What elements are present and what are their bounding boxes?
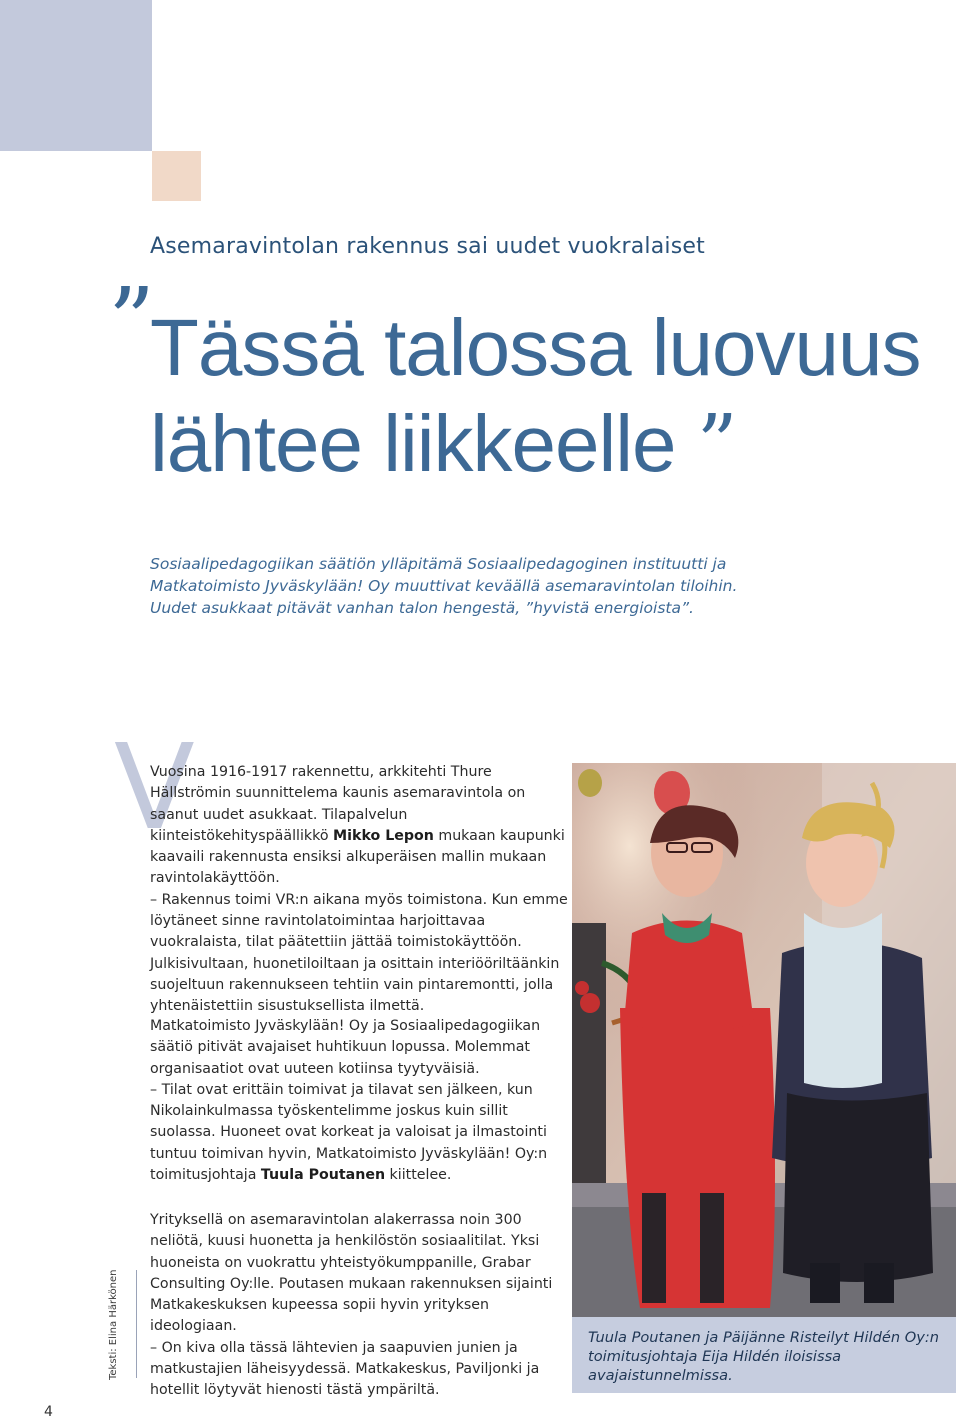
- article-headline: [150, 300, 955, 492]
- body-section-1: [150, 762, 570, 1018]
- drop-cap: V: [114, 718, 195, 856]
- body-section-2: [150, 1016, 570, 1186]
- lede-line-2: Matkatoimisto Jyväskylään! Oy muuttivat keväällä asemaravintolan tiloihin.: [150, 577, 738, 595]
- headline-line-1: Tässä talossa luovuus: [150, 303, 921, 392]
- credit-divider: [136, 1270, 137, 1378]
- paragraph-1-text-a: Vuosina 1916-1917 rakennettu, arkkitehti Thure Hällströmin suunnittelema kaunis asemaravintola on saanut uudet asukkaat. Tilapalvelun kiinteistökehityspäällikkö: [150, 764, 526, 844]
- article-kicker: Asemaravintolan rakennus sai uudet vuokralaiset: [150, 234, 705, 259]
- paragraph-4-text-b: kiittelee.: [385, 1167, 452, 1184]
- photo-two-women: [572, 763, 956, 1317]
- caption-line-2: toimitusjohtaja Eija Hildén iloisissa avajaistunnelmissa.: [588, 1348, 842, 1384]
- person-name-tuula-poutanen: Tuula Poutanen: [260, 1167, 386, 1184]
- headline-line-2-text: lähtee liikkeelle: [150, 399, 676, 488]
- headline-close-quote: ”: [696, 397, 737, 490]
- lede-line-1: Sosiaalipedagogiikan säätiön ylläpitämä Sosiaalipedagoginen instituutti ja: [150, 555, 727, 573]
- paragraph-6: – On kiva olla tässä lähtevien ja saapuvien junien ja matkustajien läheisyydessä. Matkakeskus, Paviljonki ja hotellit löytyvät hienosti tästä ympäriltä.: [150, 1339, 540, 1399]
- paragraph-1-text-b: mukaan kaupunki kaavaili rakennusta ensiksi alkuperäisen mallin mukaan ravintolakäyttöön.: [150, 827, 565, 887]
- paragraph-2: – Rakennus toimi VR:n aikana myös toimistona. Kun emme löytäneet sinne ravintolatoimintaa harjoittavaa vuokralaista, tilat päätettiin jättää toimistokäyttöön. Julkisivultaan, huonetiloiltaan ja osittain interiööriltäänkin suojeltuun rakennukseen tehtiin vain pintaremontti, jolla yhtenäistettiin sisustuksellista ilmettä.: [150, 891, 568, 1015]
- caption-line-1: Tuula Poutanen ja Päijänne Risteilyt Hildén Oy:n: [588, 1329, 939, 1346]
- person-name-mikko-leppo: Mikko Lepon: [333, 827, 434, 844]
- lede-line-3: Uudet asukkaat pitävät vanhan talon hengestä, ”hyvistä energioista”.: [150, 599, 694, 617]
- body-section-3: [150, 1210, 570, 1402]
- article-lede: [150, 553, 770, 619]
- paragraph-4-text-a: – Tilat ovat erittäin toimivat ja tilavat sen jälkeen, kun Nikolainkulmassa työskentelimme joskus kuin sillit suolassa. Huoneet ovat korkeat ja valoisat ja ilmastointi tuntuu toimivan hyvin, Matkatoimisto Jyväskylään! Oy:n toimitusjohtaja: [150, 1081, 548, 1184]
- paragraph-1: [150, 762, 570, 890]
- headline-line-2: [150, 396, 955, 492]
- photo-caption: [588, 1328, 952, 1385]
- decorative-blue-block: [0, 0, 152, 151]
- paragraph-5: Yrityksellä on asemaravintolan alakerrassa noin 300 neliötä, kuusi huonetta ja henkilöstön sosiaalitilat. Yksi huoneista on vuokrattu yhteistyökumppanille, Grabar Consulting Oy:lle. Poutasen mukaan rakennuksen sijainti Matkakeskuksen kupeessa sopii hyvin yrityksen ideologiaan.: [150, 1212, 553, 1335]
- author-credit: Teksti: Elina Härkönen: [108, 1269, 119, 1380]
- paragraph-4: [150, 1080, 570, 1186]
- headline-open-quote: ”: [108, 268, 156, 375]
- decorative-peach-block: [152, 151, 201, 201]
- paragraph-3: Matkatoimisto Jyväskylään! Oy ja Sosiaalipedagogiikan säätiö pitivät avajaiset huhtikuun lopussa. Molemmat organisaatiot ovat uuteen kotiinsa tyytyväisiä.: [150, 1018, 541, 1077]
- page-number: 4: [44, 1404, 53, 1420]
